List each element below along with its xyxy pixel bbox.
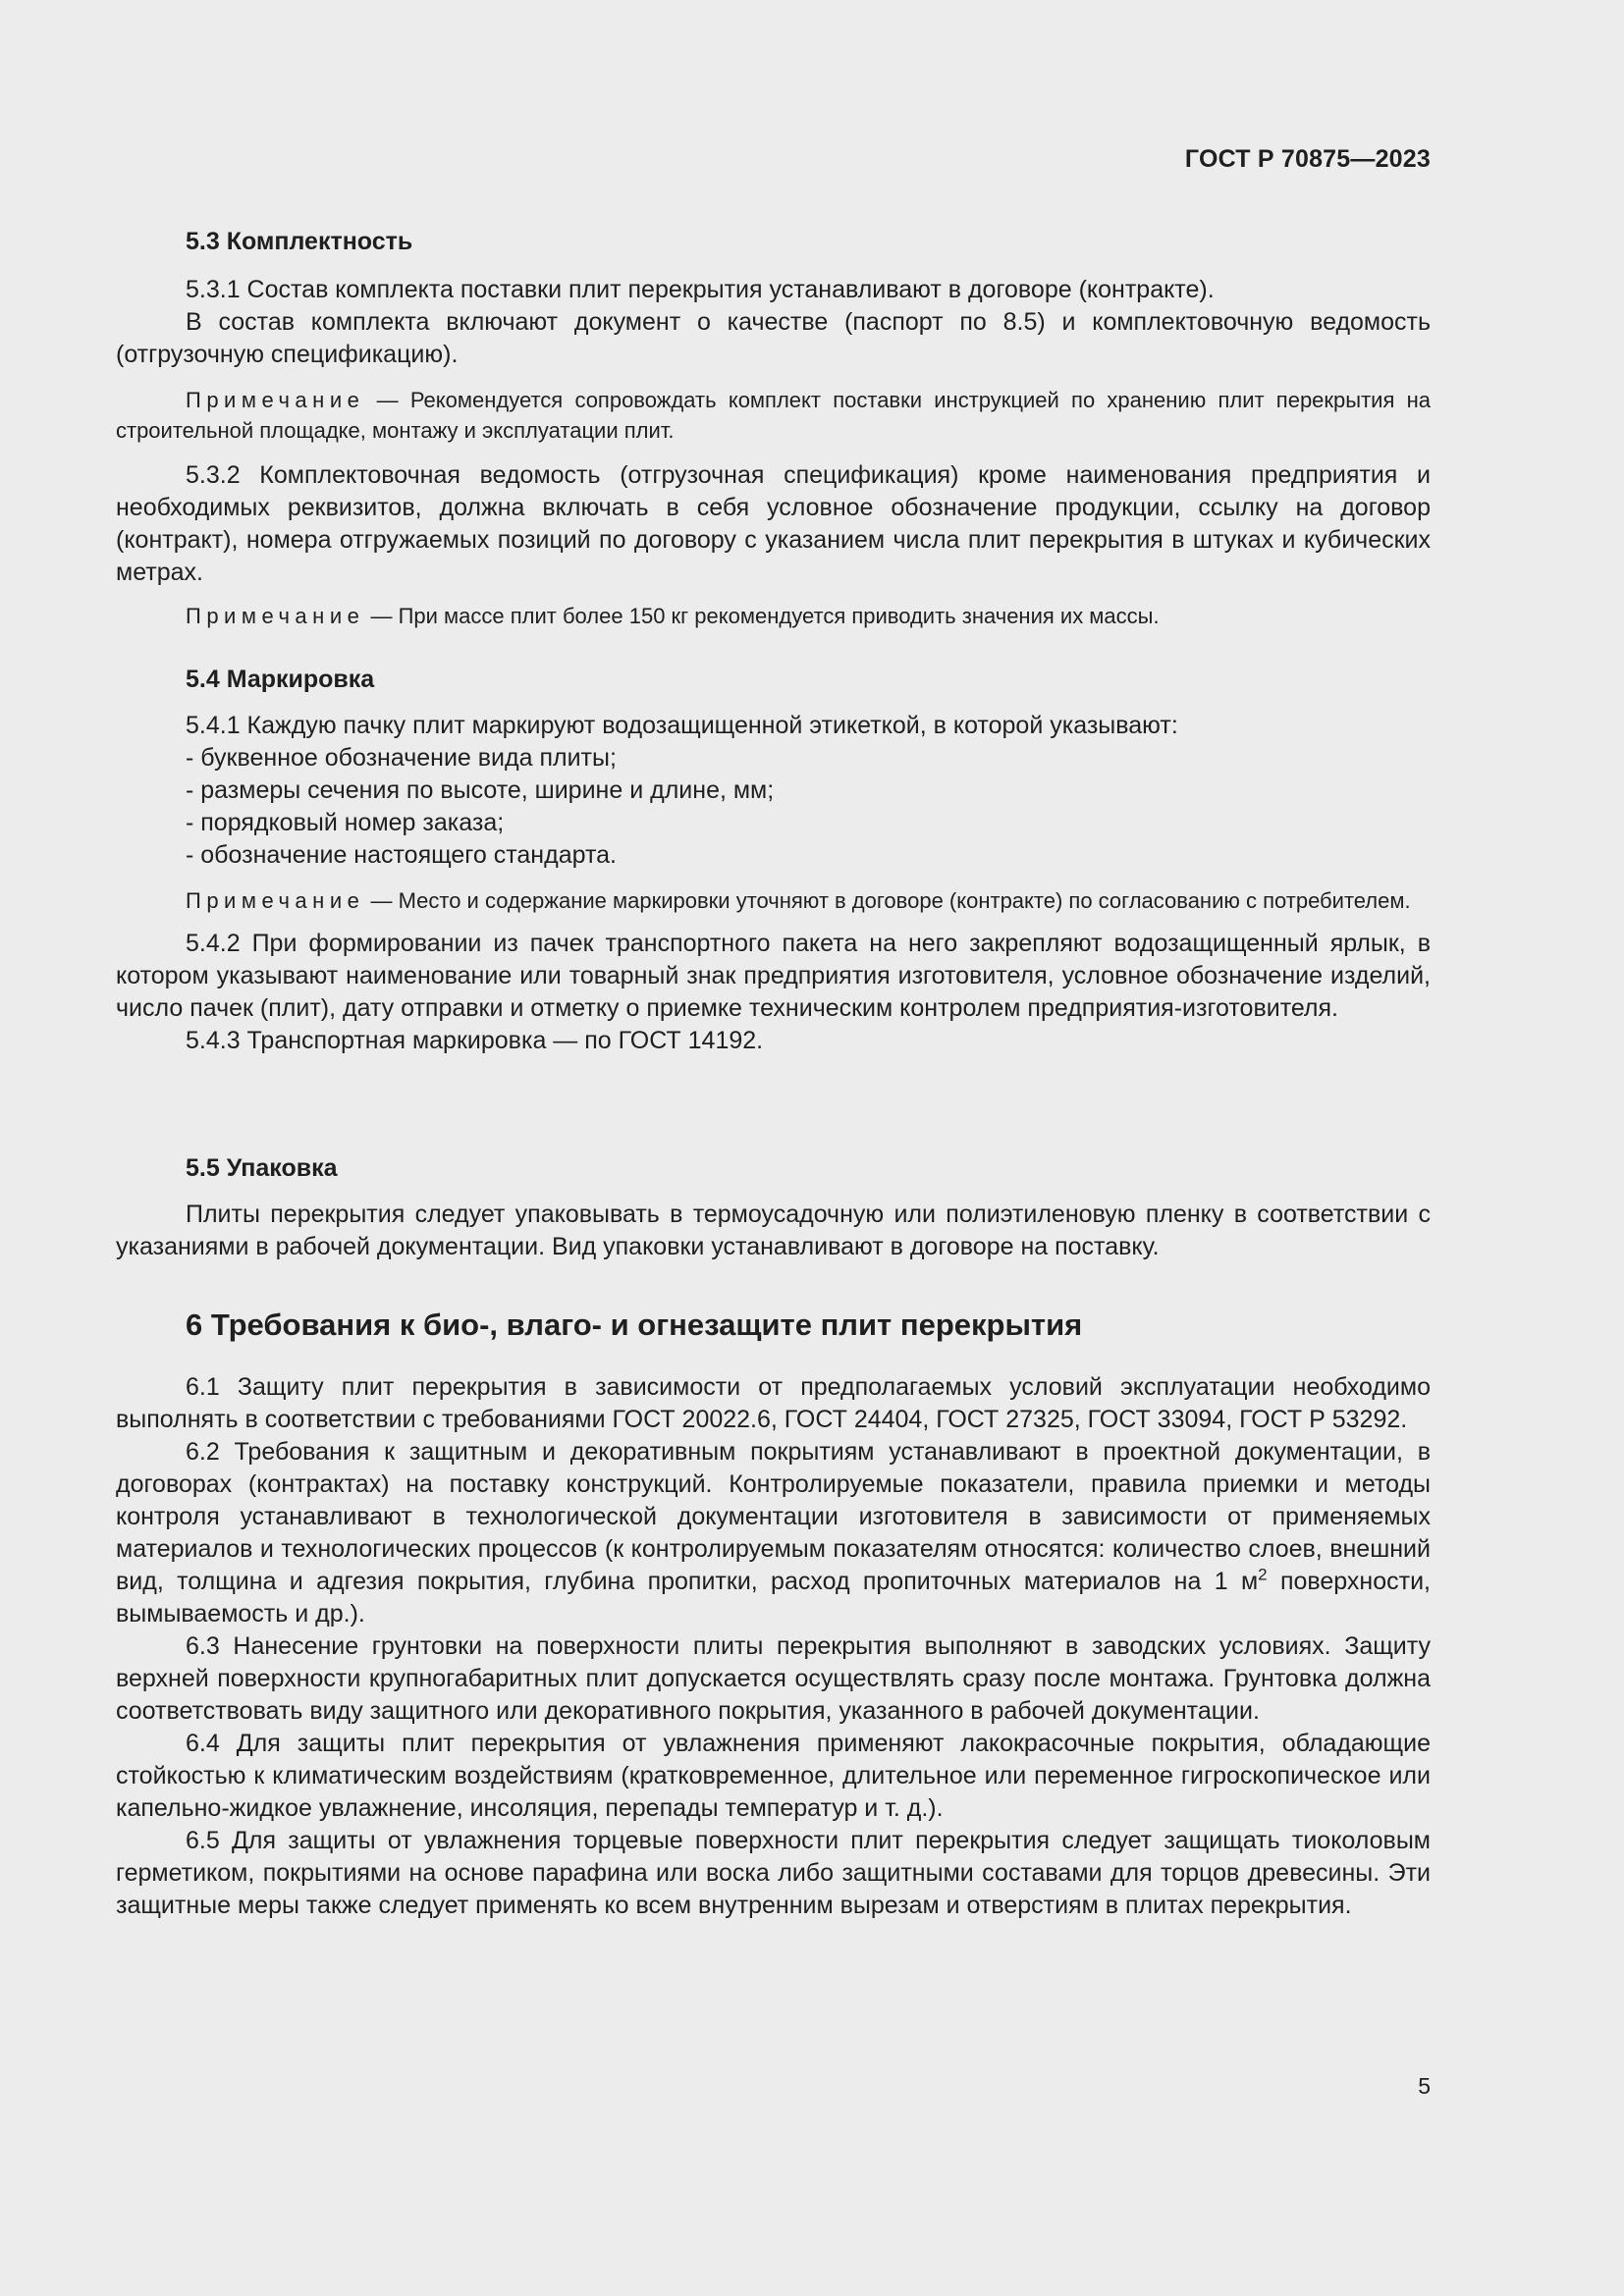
paragraph: В состав комплекта включают документ о качестве (паспорт по 8.5) и комплектовочную ведомость (отгрузочную спецификацию). [116,308,1431,368]
paragraph: 6.1 Защиту плит перекрытия в зависимости от предполагаемых условий эксплуатации необходимо выполнять в соответствии с требованиями ГОСТ 20022.6, ГОСТ 24404, ГОСТ 27325, ГОСТ 33094, ГОСТ Р 53292. [116,1373,1431,1433]
document-header: ГОСТ Р 70875—2023 [1184,145,1431,173]
paragraph: 6.4 Для защиты плит перекрытия от увлажнения применяют лакокрасочные покрытия, обладающие стойкостью к климатическим воздействиям (кратковременное, длительное или переменное гигроскопическое или капельно-жидкое увлажнение, инсоляция, перепады температур и т. д.). [116,1730,1431,1822]
note [116,885,1431,916]
paragraph-text: поверхности, вымываемость и др.). [116,1568,1431,1628]
note-label: Примечание [186,888,365,913]
paragraph [116,1436,1431,1630]
list-item: - буквенное обозначение вида плиты; [186,744,617,772]
paragraph: 6.5 Для защиты от увлажнения торцевые поверхности плит перекрытия следует защищать тиоколовым герметиком, покрытиями на основе парафина или воска либо защитными составами для торцов древесины. Эти защитные меры также следует применять ко всем внутренним вырезам и отверстиям в плитах перекрытия. [116,1827,1431,1919]
section-6 [116,1307,1431,1922]
paragraph-text: 6.2 Требования к защитным и декоративным покрытиям устанавливают в проектной документации, в договорах (контрактах) на поставку конструкций. Контролируемые показатели, правила приемки и методы контроля устанавливают в технологической документации изготовителя в зависимости от применяемых материалов и технологических процессов (к контролируемым показателям относятся: количество слоев, внешний вид, толщина и адгезия покрытия, глубина пропитки, расход пропиточных материалов на 1 м [116,1438,1431,1595]
page-number: 5 [1418,2073,1431,2099]
list-item: - размеры сечения по высоте, ширине и длине, мм; [186,776,775,804]
paragraph: 6.3 Нанесение грунтовки на поверхности плиты перекрытия выполняют в заводских условиях. Защиту верхней поверхности крупногабаритных плит допускается осуществлять сразу после монтажа. Грунтовка должна соответствовать виду защитного или декоративного покрытия, указанного в рабочей документации. [116,1632,1431,1725]
note [116,385,1431,446]
list-item: - порядковый номер заказа; [186,809,505,836]
paragraph: 5.3.1 Состав комплекта поставки плит перекрытия устанавливают в договоре (контракте). [186,276,1215,303]
paragraph: Плиты перекрытия следует упаковывать в термоусадочную или полиэтиленовую пленку в соответствии с указаниями в рабочей документации. Вид упаковки устанавливают в договоре на поставку. [116,1201,1431,1260]
note-text: — При массе плит более 150 кг рекомендуется приводить значения их массы. [364,604,1160,628]
note-label: Примечание [186,388,365,412]
note [116,601,1431,631]
list-item: - обозначение настоящего стандарта. [186,841,617,869]
section-title: 5.4 Маркировка [186,666,375,693]
section-5-4 [116,664,1431,1057]
note-label: Примечание [186,604,365,628]
superscript: 2 [1258,1565,1268,1584]
paragraph: 5.3.2 Комплектовочная ведомость (отгрузочная спецификация) кроме наименования предприятия и необходимых реквизитов, должна включать в себя условное обозначение продукции, ссылку на договор (контракт), номера отгружаемых позиций по договору с указанием числа плит перекрытия в штуках и кубических метрах. [116,461,1431,586]
section-5-3 [116,226,1431,631]
note-text: — Рекомендуется сопровождать комплект поставки инструкцией по хранению плит перекрытия на строительной площадке, монтажу и эксплуатации плит. [116,388,1431,443]
chapter-title: 6 Требования к био-, влаго- и огнезащите плит перекрытия [186,1308,1083,1342]
section-title: 5.3 Комплектность [186,228,413,255]
paragraph: 5.4.2 При формировании из пачек транспортного пакета на него закрепляют водозащищенный ярлык, в котором указывают наименование или товарный знак предприятия изготовителя, условное обозначение изделий, число пачек (плит), дату отправки и отметку о приемке техническим контролем предприятия-изготовителя. [116,930,1431,1022]
marking-list [116,742,1431,872]
section-5-5 [116,1152,1431,1263]
section-title: 5.5 Упаковка [186,1154,338,1182]
paragraph: 5.4.3 Транспортная маркировка — по ГОСТ 14192. [186,1027,764,1054]
paragraph: 5.4.1 Каждую пачку плит маркируют водозащищенной этикеткой, в которой указывают: [186,712,1178,739]
note-text: — Место и содержание маркировки уточняют в договоре (контракте) по согласованию с потребителем. [364,888,1411,913]
